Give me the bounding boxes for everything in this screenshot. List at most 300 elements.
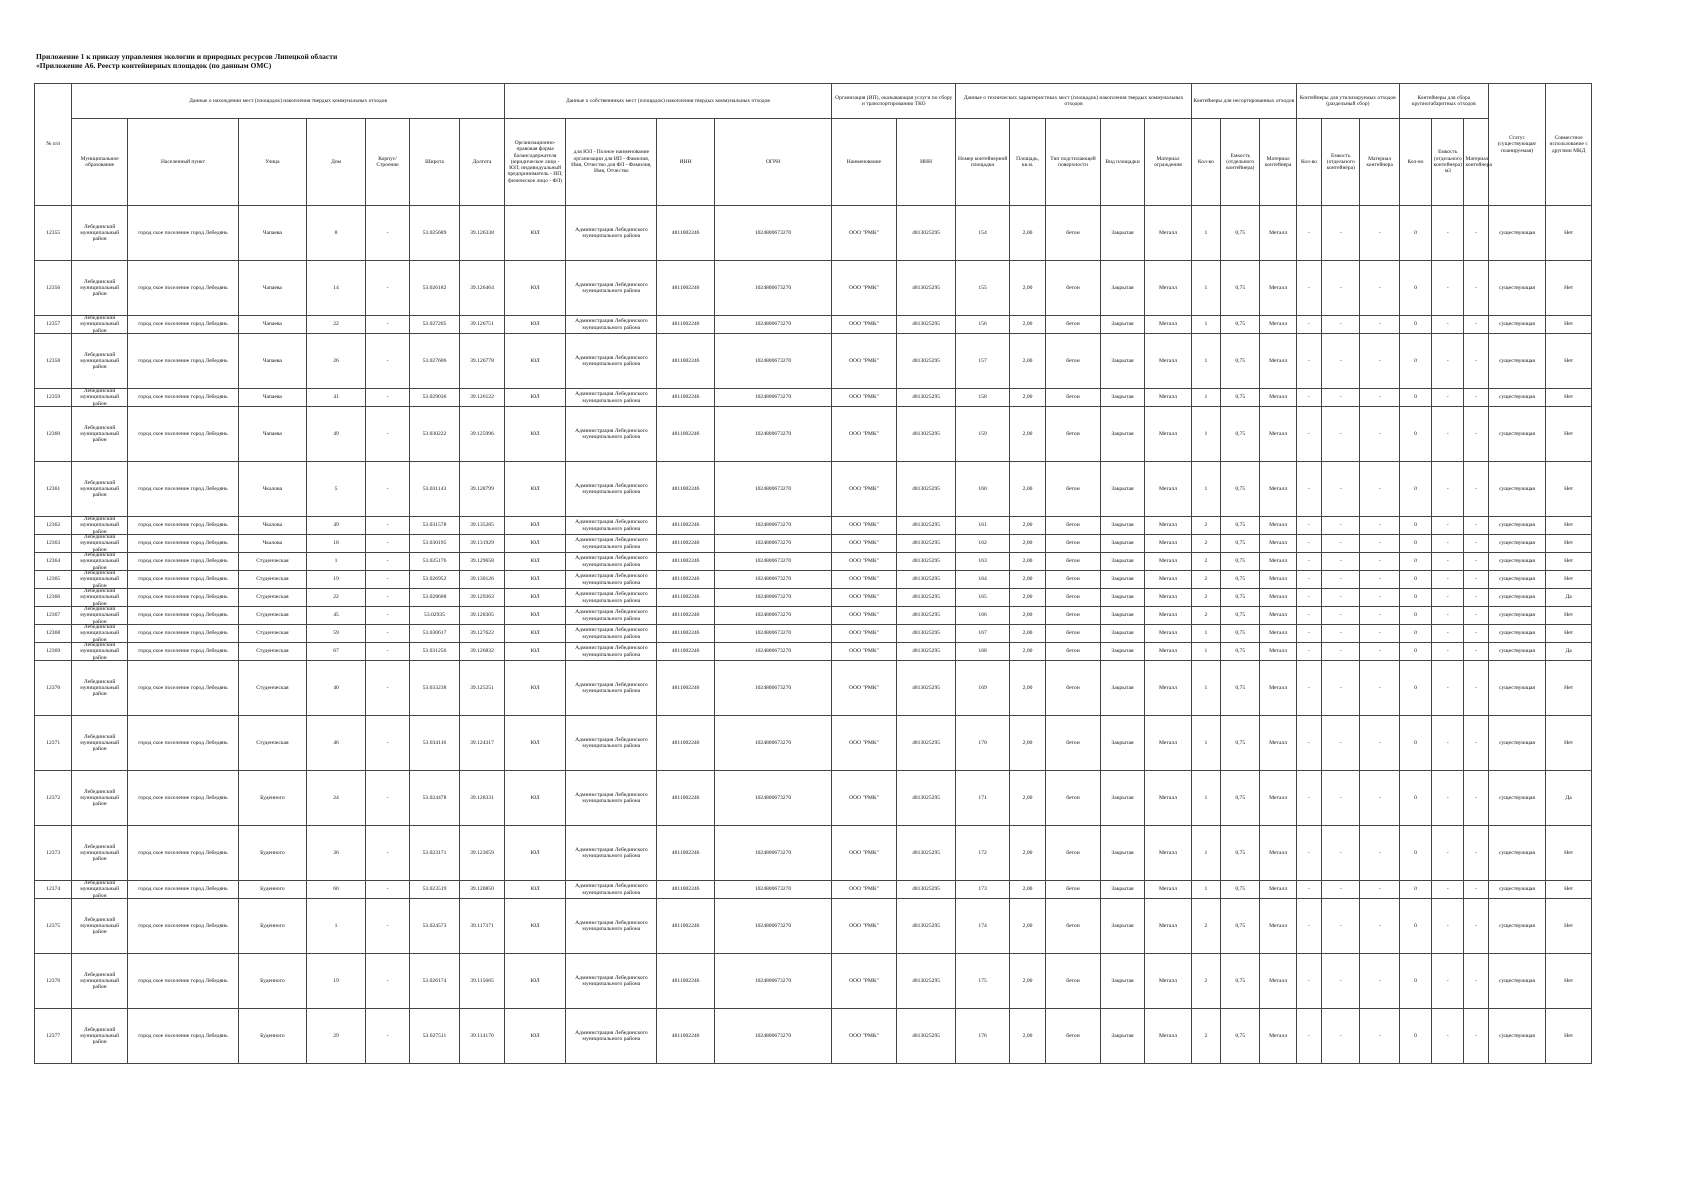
cell-text: - <box>1475 558 1478 565</box>
cell-municipality <box>72 625 128 643</box>
cell-separate-capacity <box>1322 661 1360 716</box>
cell-text: 159 <box>978 430 987 437</box>
cell-text: 1024800673270 <box>754 284 792 291</box>
cell-building <box>366 316 409 334</box>
cell-legal-form <box>504 407 566 462</box>
cell-text: существующая <box>1499 558 1535 565</box>
cell-text: 1024800673270 <box>754 612 792 619</box>
cell-separate-count <box>1296 589 1321 607</box>
cell-text: 164 <box>978 576 987 583</box>
cell-text: бетон <box>1066 1032 1080 1039</box>
cell-text: - <box>1446 1032 1449 1039</box>
cell-owner-name <box>566 881 657 899</box>
cell-text: 0,75 <box>1235 321 1246 328</box>
cell-inn <box>657 553 715 571</box>
cell-text: Металл <box>1269 576 1288 583</box>
cell-shared-use <box>1546 462 1592 517</box>
cell-container-capacity <box>1221 389 1260 407</box>
cell-text: 173 <box>978 886 987 893</box>
col-legal-form: Организационно-правовая форма балансодержателя (юридическое лицо - ЮЛ; индивидуальный предприниматель - ИП; физическое лицо - ФЛ) <box>504 119 566 206</box>
cell-shared-use <box>1546 261 1592 316</box>
cell-text: 4813025295 <box>912 739 941 746</box>
cell-text: 0 <box>1414 1032 1417 1039</box>
cell-text: Администрация Лебединского муниципального района <box>575 281 648 294</box>
cell-text: Чапаева <box>262 229 282 236</box>
cell-bulky-count <box>1399 661 1431 716</box>
cell-legal-form <box>504 607 566 625</box>
cell-container-capacity <box>1221 643 1260 661</box>
cell-text: бетон <box>1066 321 1080 328</box>
cell-inn <box>657 1009 715 1064</box>
cell-text: 2 <box>1204 922 1208 929</box>
cell-text: - <box>386 630 389 637</box>
cell-house <box>306 881 366 899</box>
cell-text: - <box>1378 886 1381 893</box>
cell-fence-material <box>1145 954 1192 1009</box>
cell-owner-name <box>566 607 657 625</box>
cell-municipality <box>72 899 128 954</box>
cell-text: 2,00 <box>1022 540 1033 547</box>
cell-operator-name <box>832 206 897 261</box>
cell-building <box>366 389 409 407</box>
cell-text: Лебединский муниципальный район <box>80 534 120 553</box>
cell-text: - <box>1446 485 1449 492</box>
cell-building <box>366 407 409 462</box>
cell-text: Нет <box>1564 922 1574 929</box>
cell-street <box>239 899 307 954</box>
cell-text: 0,75 <box>1235 229 1246 236</box>
cell-separate-material <box>1360 589 1399 607</box>
cell-text: 4811002246 <box>671 977 700 984</box>
cell-container-count <box>1191 316 1220 334</box>
cell-text: 12368 <box>46 630 61 637</box>
cell-text: 2,00 <box>1022 321 1033 328</box>
cell-surface <box>1046 553 1101 571</box>
cell-bulky-material <box>1464 1009 1488 1064</box>
cell-area <box>1009 206 1045 261</box>
cell-text: ЮЛ <box>530 284 540 291</box>
cell-separate-capacity <box>1322 261 1360 316</box>
cell-bulky-count <box>1399 261 1431 316</box>
cell-text: Закрытая <box>1111 739 1134 746</box>
col-owner-name: для ЮЛ - Полное наименование организации для ИП - Фамилия, Имя, Отчество для ФЛ - Фамилия, Имя, Отчество <box>566 119 657 206</box>
cell-text: 5 <box>334 485 338 492</box>
cell-site-type <box>1100 826 1144 881</box>
cell-text: Администрация Лебединского муниципального района <box>575 883 648 896</box>
cell-text: 53.024573 <box>422 922 447 929</box>
cell-text: существующая <box>1499 394 1535 401</box>
cell-text: 39.126464 <box>470 284 494 291</box>
cell-street <box>239 954 307 1009</box>
cell-text: Металл <box>1269 321 1288 328</box>
cell-legal-form <box>504 462 566 517</box>
cell-text: Металл <box>1269 540 1288 547</box>
cell-ogrn <box>714 517 831 535</box>
cell-area <box>1009 1009 1045 1064</box>
cell-inn <box>657 261 715 316</box>
cell-area <box>1009 661 1045 716</box>
cell-text: - <box>1475 612 1478 619</box>
cell-inn <box>657 316 715 334</box>
cell-status <box>1488 316 1546 334</box>
cell-container-material <box>1260 535 1296 553</box>
cell-separate-capacity <box>1322 535 1360 553</box>
col-municipality: Муниципальное образование <box>72 119 128 206</box>
cell-legal-form <box>504 954 566 1009</box>
cell-text: город ское поселение город Лебедянь <box>138 284 228 291</box>
cell-fence-material <box>1145 407 1192 462</box>
cell-site-number <box>956 535 1010 553</box>
cell-text: - <box>1446 922 1449 929</box>
cell-text: ООО "РМК" <box>848 357 879 364</box>
cell-text: Администрация Лебединского муниципального района <box>575 736 648 749</box>
cell-text: - <box>386 357 389 364</box>
cell-text: - <box>1339 594 1342 601</box>
cell-text: 166 <box>978 612 987 619</box>
cell-text: 53.023171 <box>422 849 447 856</box>
cell-building <box>366 535 409 553</box>
cell-text: Металл <box>1269 794 1288 801</box>
cell-text: ЮЛ <box>530 540 540 547</box>
cell-building <box>366 553 409 571</box>
cell-separate-count <box>1296 261 1321 316</box>
cell-row-number <box>35 771 72 826</box>
cell-bulky-capacity <box>1432 517 1464 535</box>
cell-text: 4813025295 <box>912 485 941 492</box>
cell-settlement <box>127 625 238 643</box>
cell-text: - <box>1378 684 1381 691</box>
cell-text: 12369 <box>46 648 61 655</box>
cell-text: - <box>1378 630 1381 637</box>
cell-text: Металл <box>1158 284 1177 291</box>
cell-bulky-count <box>1399 826 1431 881</box>
cell-municipality <box>72 261 128 316</box>
cell-text: Закрытая <box>1111 321 1134 328</box>
cell-settlement <box>127 826 238 881</box>
cell-text: Чапаева <box>262 321 282 328</box>
cell-text: Металл <box>1158 430 1177 437</box>
cell-text: - <box>386 922 389 929</box>
cell-text: 0,75 <box>1235 886 1246 893</box>
cell-bulky-count <box>1399 462 1431 517</box>
cell-bulky-material <box>1464 535 1488 553</box>
cell-text: - <box>1378 849 1381 856</box>
cell-status <box>1488 1009 1546 1064</box>
cell-settlement <box>127 899 238 954</box>
cell-separate-material <box>1360 899 1399 954</box>
cell-text: Металл <box>1269 594 1288 601</box>
cell-text: 4813025295 <box>912 630 941 637</box>
cell-text: - <box>1378 522 1381 529</box>
table-row <box>35 625 1592 643</box>
cell-site-number <box>956 517 1010 535</box>
cell-bulky-capacity <box>1432 589 1464 607</box>
cell-house <box>306 589 366 607</box>
cell-house <box>306 261 366 316</box>
cell-text: 39.126832 <box>470 648 494 655</box>
cell-text: ЮЛ <box>530 739 540 746</box>
cell-text: ЮЛ <box>530 321 540 328</box>
cell-text: - <box>386 558 389 565</box>
cell-text: 2,00 <box>1022 630 1033 637</box>
cell-bulky-material <box>1464 826 1488 881</box>
cell-text: 1024800673270 <box>754 522 792 529</box>
cell-operator-name <box>832 607 897 625</box>
cell-bulky-material <box>1464 661 1488 716</box>
cell-row-number <box>35 206 72 261</box>
cell-longitude <box>460 407 505 462</box>
cell-ogrn <box>714 899 831 954</box>
cell-container-count <box>1191 771 1220 826</box>
cell-operator-inn <box>896 625 956 643</box>
cell-text: бетон <box>1066 922 1080 929</box>
cell-text: - <box>1446 357 1449 364</box>
cell-text: 4813025295 <box>912 977 941 984</box>
cell-text: - <box>1378 321 1381 328</box>
cell-text: город ское поселение город Лебедянь <box>138 739 228 746</box>
cell-text: - <box>1378 648 1381 655</box>
cell-separate-count <box>1296 571 1321 589</box>
cell-separate-material <box>1360 1009 1399 1064</box>
cell-text: - <box>386 576 389 583</box>
cell-container-material <box>1260 954 1296 1009</box>
cell-surface <box>1046 261 1101 316</box>
cell-site-type <box>1100 553 1144 571</box>
cell-text: - <box>1475 849 1478 856</box>
cell-latitude <box>409 607 460 625</box>
cell-site-type <box>1100 899 1144 954</box>
cell-row-number <box>35 643 72 661</box>
cell-text: 4813025295 <box>912 321 941 328</box>
cell-text: 156 <box>978 321 987 328</box>
cell-inn <box>657 535 715 553</box>
cell-longitude <box>460 589 505 607</box>
cell-text: Нет <box>1564 357 1574 364</box>
cell-row-number <box>35 535 72 553</box>
cell-text: - <box>386 849 389 856</box>
cell-bulky-capacity <box>1432 535 1464 553</box>
cell-shared-use <box>1546 407 1592 462</box>
cell-legal-form <box>504 661 566 716</box>
cell-text: бетон <box>1066 540 1080 547</box>
cell-text: 12374 <box>46 886 61 893</box>
cell-operator-inn <box>896 462 956 517</box>
cell-separate-count <box>1296 899 1321 954</box>
cell-text: Металл <box>1158 485 1177 492</box>
table-row <box>35 716 1592 771</box>
cell-text: - <box>1308 430 1310 437</box>
cell-shared-use <box>1546 826 1592 881</box>
cell-text: 53.024478 <box>422 794 447 801</box>
cell-text: 1024800673270 <box>754 630 792 637</box>
cell-text: - <box>1475 394 1478 401</box>
cell-operator-name <box>832 1009 897 1064</box>
cell-text: 53.027205 <box>422 321 447 328</box>
cell-bulky-count <box>1399 954 1431 1009</box>
cell-text: Закрытая <box>1111 977 1134 984</box>
table-row <box>35 206 1592 261</box>
cell-house <box>306 1009 366 1064</box>
cell-text: Закрытая <box>1111 886 1134 893</box>
cell-operator-inn <box>896 899 956 954</box>
cell-text: 60 <box>333 886 339 893</box>
cell-text: 1024800673270 <box>754 394 792 401</box>
cell-text: бетон <box>1066 485 1080 492</box>
cell-street <box>239 1009 307 1064</box>
cell-site-type <box>1100 771 1144 826</box>
cell-text: Металл <box>1158 576 1177 583</box>
cell-longitude <box>460 334 505 389</box>
cell-text: Лебединский муниципальный район <box>80 278 120 298</box>
cell-text: 1 <box>1204 684 1208 691</box>
cell-container-capacity <box>1221 261 1260 316</box>
cell-settlement <box>127 261 238 316</box>
cell-operator-name <box>832 517 897 535</box>
cell-street <box>239 571 307 589</box>
cell-text: Нет <box>1564 540 1574 547</box>
cell-text: 12360 <box>46 430 61 437</box>
cell-container-capacity <box>1221 771 1260 826</box>
cell-separate-count <box>1296 535 1321 553</box>
cell-container-material <box>1260 206 1296 261</box>
col-lon: Долгота <box>460 119 505 206</box>
cell-text: 39.128331 <box>470 794 494 801</box>
cell-text: - <box>1339 576 1342 583</box>
cell-municipality <box>72 826 128 881</box>
cell-text: 162 <box>978 540 987 547</box>
cell-owner-name <box>566 661 657 716</box>
cell-site-number <box>956 899 1010 954</box>
cell-separate-count <box>1296 716 1321 771</box>
cell-row-number <box>35 625 72 643</box>
cell-area <box>1009 716 1045 771</box>
cell-status <box>1488 607 1546 625</box>
cell-text: 53.023519 <box>422 886 447 893</box>
cell-text: - <box>1339 922 1342 929</box>
cell-text: - <box>1308 284 1310 291</box>
cell-text: - <box>1339 648 1342 655</box>
cell-text: 53.026952 <box>422 576 447 583</box>
cell-owner-name <box>566 899 657 954</box>
cell-text: 12373 <box>46 849 61 856</box>
cell-inn <box>657 771 715 826</box>
cell-text: - <box>1446 284 1449 291</box>
group-owner: Данные о собственниках мест (площадок) накопления твердых коммунальных отходов <box>504 84 831 119</box>
cell-ogrn <box>714 1009 831 1064</box>
cell-operator-name <box>832 625 897 643</box>
cell-text: 0 <box>1414 684 1417 691</box>
cell-street <box>239 316 307 334</box>
cell-area <box>1009 316 1045 334</box>
cell-text: 2,00 <box>1022 612 1033 619</box>
cell-municipality <box>72 716 128 771</box>
cell-text: 0,75 <box>1235 612 1246 619</box>
cell-text: 4811002246 <box>671 886 700 893</box>
cell-text: Нет <box>1564 394 1574 401</box>
cell-longitude <box>460 1009 505 1064</box>
cell-text: Студенческая <box>256 630 289 637</box>
cell-legal-form <box>504 826 566 881</box>
cell-owner-name <box>566 771 657 826</box>
cell-house <box>306 954 366 1009</box>
cell-text: 39.117371 <box>470 922 494 929</box>
cell-text: - <box>1475 485 1478 492</box>
cell-text: 1 <box>1204 794 1208 801</box>
cell-street <box>239 407 307 462</box>
cell-container-material <box>1260 661 1296 716</box>
cell-text: Металл <box>1158 739 1177 746</box>
cell-text: Лебединский муниципальный район <box>80 388 120 407</box>
cell-text: Нет <box>1564 886 1574 893</box>
cell-text: Администрация Лебединского муниципального района <box>575 427 648 440</box>
cell-surface <box>1046 954 1101 1009</box>
cell-surface <box>1046 881 1101 899</box>
cell-text: 1024800673270 <box>754 739 792 746</box>
cell-legal-form <box>504 571 566 589</box>
cell-fence-material <box>1145 625 1192 643</box>
col-c1-count: Кол-во <box>1191 119 1220 206</box>
cell-text: 4813025295 <box>912 794 941 801</box>
cell-text: Металл <box>1269 485 1288 492</box>
cell-text: 174 <box>978 922 987 929</box>
cell-separate-material <box>1360 716 1399 771</box>
cell-inn <box>657 462 715 517</box>
cell-text: Студенческая <box>256 739 289 746</box>
cell-owner-name <box>566 407 657 462</box>
cell-status <box>1488 261 1546 316</box>
cell-container-capacity <box>1221 716 1260 771</box>
cell-text: Лебединский муниципальный район <box>80 624 120 643</box>
cell-separate-capacity <box>1322 389 1360 407</box>
cell-fence-material <box>1145 607 1192 625</box>
cell-container-count <box>1191 261 1220 316</box>
cell-text: 0,75 <box>1235 485 1246 492</box>
cell-text: 12377 <box>46 1032 61 1039</box>
cell-text: - <box>1378 540 1381 547</box>
cell-fence-material <box>1145 571 1192 589</box>
cell-text: ООО "РМК" <box>848 229 879 236</box>
col-c3-count: Кол-во <box>1399 119 1431 206</box>
cell-operator-inn <box>896 954 956 1009</box>
cell-text: - <box>1339 540 1342 547</box>
cell-text: Лебединский муниципальный район <box>80 479 120 499</box>
cell-text: - <box>1308 849 1310 856</box>
cell-text: Металл <box>1158 558 1177 565</box>
cell-shared-use <box>1546 316 1592 334</box>
cell-fence-material <box>1145 206 1192 261</box>
cell-text: 1 <box>334 922 338 929</box>
cell-longitude <box>460 881 505 899</box>
cell-operator-name <box>832 334 897 389</box>
cell-text: 39.120850 <box>470 886 494 893</box>
cell-text: Нет <box>1564 485 1574 492</box>
cell-bulky-capacity <box>1432 407 1464 462</box>
cell-inn <box>657 334 715 389</box>
cell-text: 4813025295 <box>912 886 941 893</box>
cell-text: - <box>1446 684 1449 691</box>
cell-text: - <box>1308 540 1310 547</box>
cell-municipality <box>72 407 128 462</box>
cell-area <box>1009 535 1045 553</box>
cell-text: 160 <box>978 485 987 492</box>
cell-text: бетон <box>1066 357 1080 364</box>
cell-text: - <box>1308 321 1310 328</box>
cell-text: 1024800673270 <box>754 977 792 984</box>
cell-text: ООО "РМК" <box>848 576 879 583</box>
cell-shared-use <box>1546 954 1592 1009</box>
cell-text: 1024800673270 <box>754 485 792 492</box>
cell-text: ООО "РМК" <box>848 977 879 984</box>
